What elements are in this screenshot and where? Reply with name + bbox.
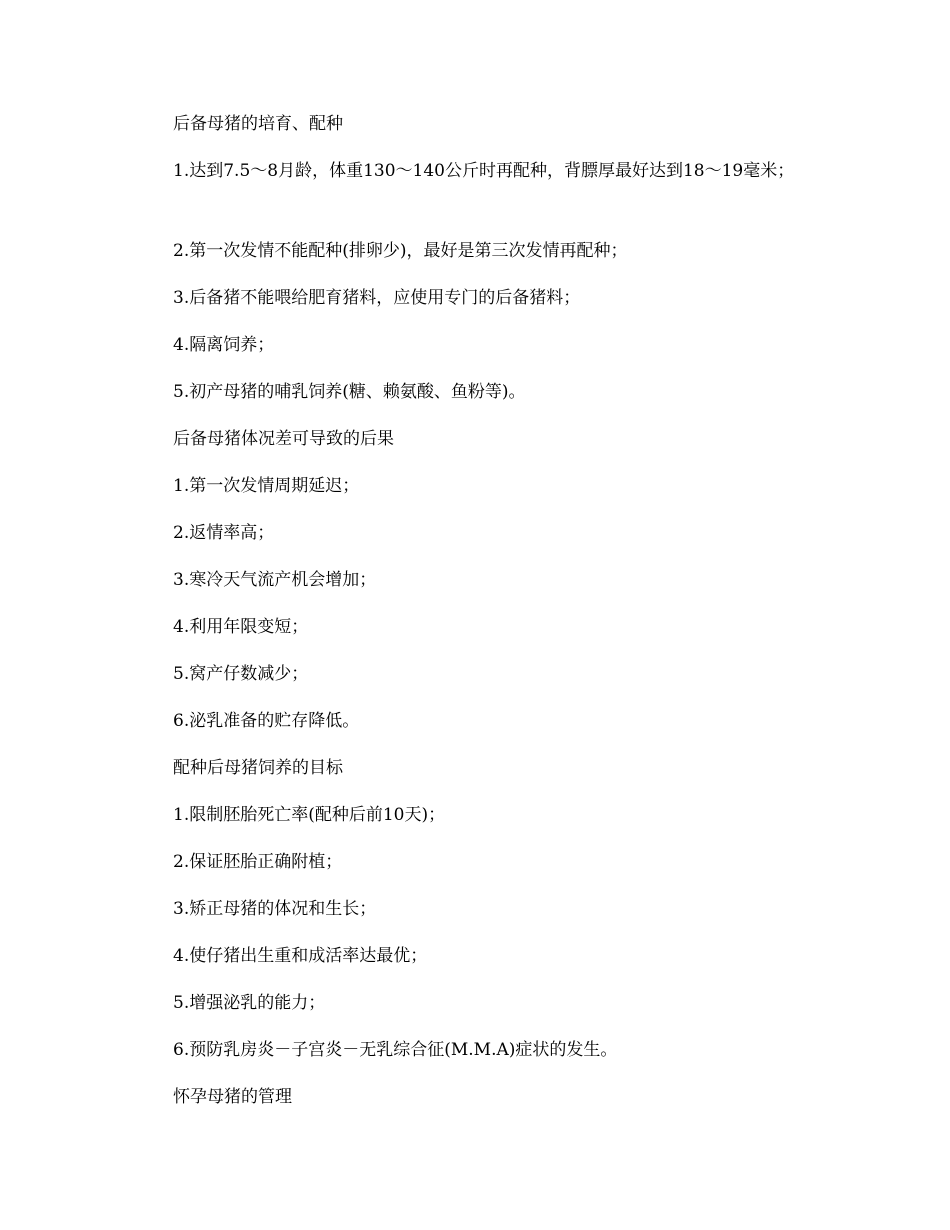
paragraph-gilt-breeding-5: 5.初产母猪的哺乳饲养(糖、赖氨酸、鱼粉等)。 (173, 382, 526, 402)
paragraph-gilt-breeding-2: 2.第一次发情不能配种(排卵少)，最好是第三次发情再配种； (173, 241, 628, 261)
section-heading-gilt-rearing: 后备母猪的培育、配种 (173, 114, 343, 134)
paragraph-post-mating-1: 1.限制胚胎死亡率(配种后前10天)； (173, 805, 446, 825)
section-heading-post-mating-goals: 配种后母猪饲养的目标 (173, 758, 343, 778)
paragraph-post-mating-2: 2.保证胚胎正确附植； (173, 852, 343, 872)
section-heading-pregnant-sow-management: 怀孕母猪的管理 (173, 1087, 292, 1107)
paragraph-poor-condition-6: 6.泌乳准备的贮存降低。 (173, 711, 360, 731)
paragraph-poor-condition-5: 5.窝产仔数减少； (173, 664, 309, 684)
paragraph-post-mating-3: 3.矫正母猪的体况和生长； (173, 899, 377, 919)
paragraph-post-mating-5: 5.增强泌乳的能力； (173, 993, 326, 1013)
paragraph-post-mating-6: 6.预防乳房炎－子宫炎－无乳综合征(M.M.A)症状的发生。 (173, 1040, 618, 1060)
paragraph-poor-condition-2: 2.返情率高； (173, 523, 275, 543)
paragraph-post-mating-4: 4.使仔猪出生重和成活率达最优； (173, 946, 428, 966)
paragraph-gilt-breeding-4: 4.隔离饲养； (173, 335, 275, 355)
paragraph-poor-condition-1: 1.第一次发情周期延迟； (173, 476, 360, 496)
paragraph-poor-condition-4: 4.利用年限变短； (173, 617, 309, 637)
paragraph-gilt-breeding-1: 1.达到7.5～8月龄，体重130～140公斤时再配种，背膘厚最好达到18～19毫米； (173, 161, 795, 181)
section-heading-poor-condition: 后备母猪体况差可导致的后果 (173, 429, 394, 449)
paragraph-poor-condition-3: 3.寒冷天气流产机会增加； (173, 570, 377, 590)
paragraph-gilt-breeding-3: 3.后备猪不能喂给肥育猪料，应使用专门的后备猪料； (173, 288, 581, 308)
